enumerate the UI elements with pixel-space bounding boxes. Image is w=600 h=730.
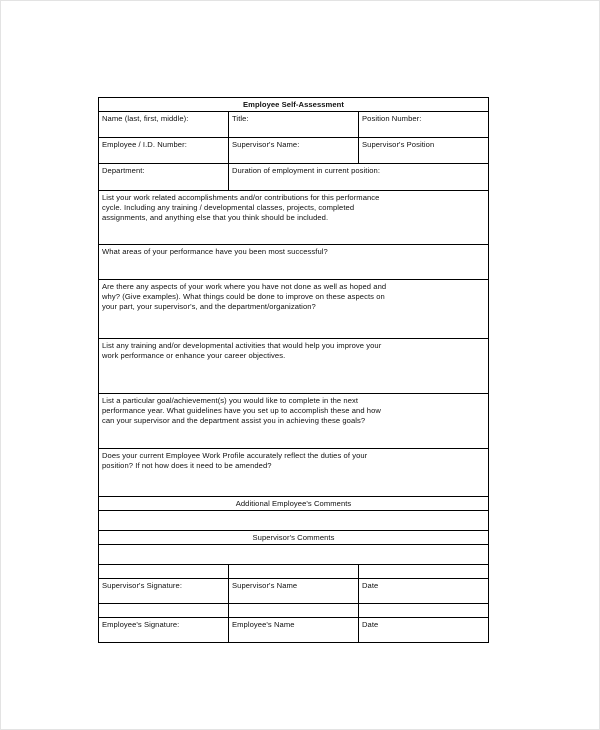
form-title-row — [99, 98, 489, 112]
section-line: can your supervisor and the department assist you in achieving these goals? — [102, 416, 366, 426]
section-line: why? (Give examples). What things could be done to improve on these aspects on — [102, 292, 385, 302]
section-line: List any training and/or developmental activities that would help you improve your — [102, 341, 382, 350]
supervisor-date-label[interactable]: Date — [359, 579, 489, 604]
section-most-successful-cell[interactable] — [99, 245, 489, 280]
identity-row-2 — [99, 138, 489, 164]
section-accomplishments — [99, 191, 489, 245]
self-assessment-form — [98, 97, 488, 643]
page-title: Employee Self-Assessment — [99, 98, 489, 112]
employee-signature-spacer-2[interactable] — [229, 604, 359, 618]
section-line: Are there any aspects of your work where you have not done as well as hoped and — [102, 282, 387, 291]
employee-name-label[interactable]: Employee's Name — [229, 618, 359, 643]
supervisor-comments-entry[interactable] — [99, 545, 489, 565]
supervisor-signature-spacer-3[interactable] — [359, 565, 489, 579]
supervisor-signature-row — [99, 579, 489, 604]
field-label-employee-id[interactable]: Employee / I.D. Number: — [99, 138, 229, 164]
supervisor-signature-spacer-1[interactable] — [99, 565, 229, 579]
section-goals — [99, 394, 489, 449]
field-label-department[interactable]: Department: — [99, 164, 229, 191]
employee-signature-spacer-3[interactable] — [359, 604, 489, 618]
employee-comments-entry[interactable] — [99, 511, 489, 531]
field-label-position-number[interactable]: Position Number: — [359, 112, 489, 138]
section-work-profile-cell[interactable] — [99, 449, 489, 497]
supervisor-comments-entry-row — [99, 545, 489, 565]
section-line: your part, your supervisor's, and the department/organization? — [102, 302, 316, 312]
employee-comments-heading: Additional Employee's Comments — [99, 497, 489, 511]
employee-signature-label[interactable]: Employee's Signature: — [99, 618, 229, 643]
form-table — [98, 97, 489, 643]
section-line: Does your current Employee Work Profile accurately reflect the duties of your — [102, 451, 368, 460]
section-line: List a particular goal/achievement(s) you would like to complete in the next — [102, 396, 359, 405]
employee-signature-spacer-1[interactable] — [99, 604, 229, 618]
field-label-supervisor-position[interactable]: Supervisor's Position — [359, 138, 489, 164]
supervisor-comments-heading-row — [99, 531, 489, 545]
section-training-activities-cell[interactable] — [99, 339, 489, 394]
section-line: List your work related accomplishments and/or contributions for this performance — [102, 193, 380, 202]
employee-signature-row — [99, 618, 489, 643]
section-improvement-areas-cell[interactable] — [99, 280, 489, 339]
identity-row-1 — [99, 112, 489, 138]
section-line: performance year. What guidelines have you set up to accomplish these and how — [102, 406, 381, 416]
section-line: position? If not how does it need to be amended? — [102, 461, 272, 471]
section-line: work performance or enhance your career objectives. — [102, 351, 286, 361]
field-label-title[interactable]: Title: — [229, 112, 359, 138]
section-line: assignments, and anything else that you think should be included. — [102, 213, 329, 223]
field-label-supervisor-name[interactable]: Supervisor's Name: — [229, 138, 359, 164]
employee-signature-spacer-row — [99, 604, 489, 618]
section-line: What areas of your performance have you been most successful? — [102, 247, 328, 256]
field-label-duration[interactable]: Duration of employment in current position: — [229, 164, 489, 191]
section-line: cycle. Including any training / developmental classes, projects, completed — [102, 203, 355, 213]
section-most-successful — [99, 245, 489, 280]
supervisor-signature-spacer-row — [99, 565, 489, 579]
field-label-name[interactable]: Name (last, first, middle): — [99, 112, 229, 138]
section-accomplishments-cell[interactable] — [99, 191, 489, 245]
supervisor-name-label[interactable]: Supervisor's Name — [229, 579, 359, 604]
section-training-activities — [99, 339, 489, 394]
supervisor-signature-spacer-2[interactable] — [229, 565, 359, 579]
section-work-profile — [99, 449, 489, 497]
employee-comments-entry-row — [99, 511, 489, 531]
section-improvement-areas — [99, 280, 489, 339]
section-goals-cell[interactable] — [99, 394, 489, 449]
employee-date-label[interactable]: Date — [359, 618, 489, 643]
department-row — [99, 164, 489, 191]
supervisor-comments-heading: Supervisor's Comments — [99, 531, 489, 545]
employee-comments-heading-row — [99, 497, 489, 511]
supervisor-signature-label[interactable]: Supervisor's Signature: — [99, 579, 229, 604]
